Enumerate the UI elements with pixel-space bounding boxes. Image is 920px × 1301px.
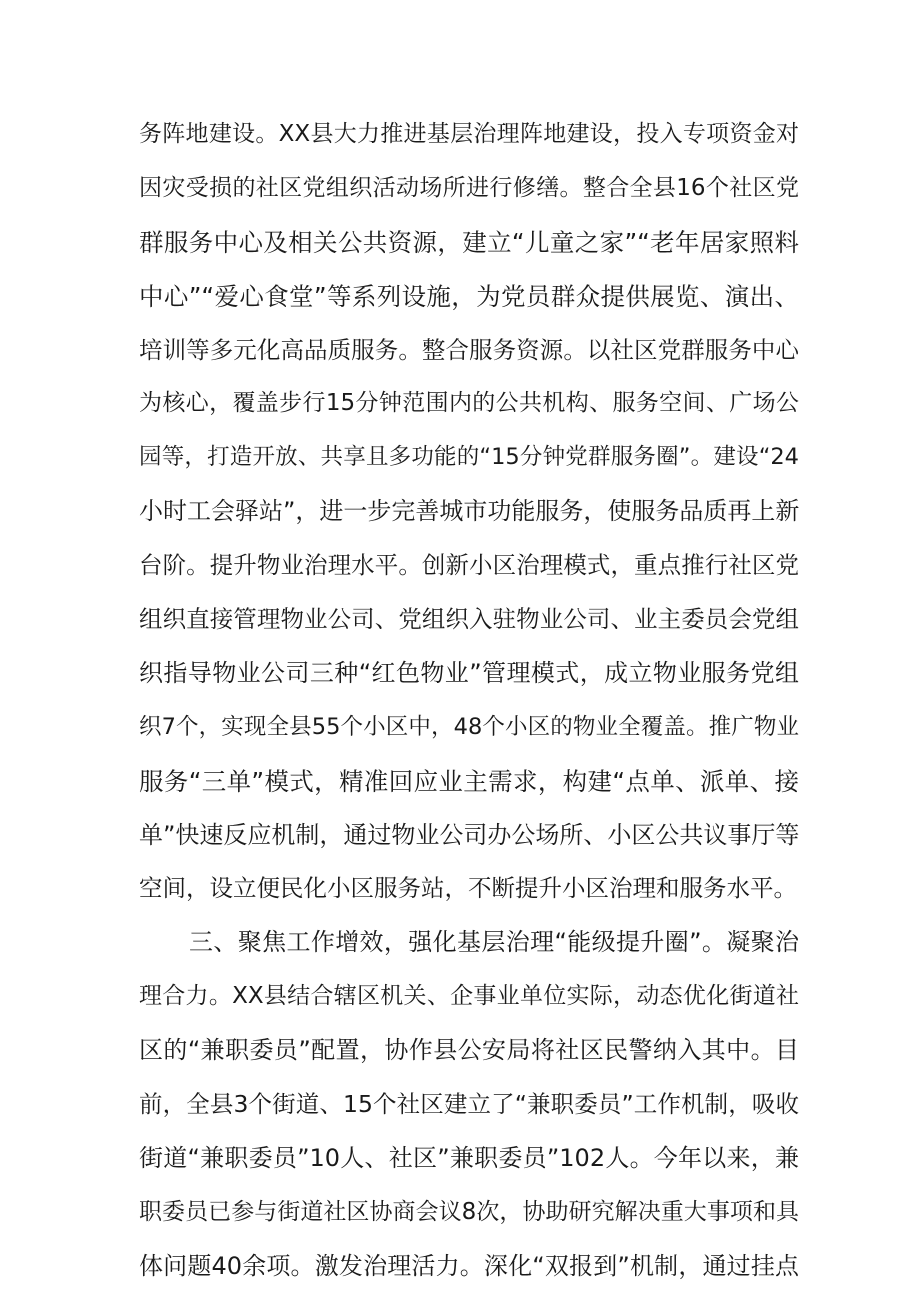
text-line: 织指导物业公司三种“红色物业”管理模式，成立物业服务党组 — [139, 658, 799, 687]
text-line: 台阶。提升物业治理水平。创新小区治理模式，重点推行社区党 — [139, 551, 799, 580]
text-line: 服务“三单”模式，精准回应业主需求，构建“点单、派单、接 — [139, 766, 799, 796]
text-line: 单”快速反应机制，通过物业公司办公场所、小区公共议事厅等 — [139, 820, 800, 849]
text-line: 职委员已参与街道社区协商会议8次，协助研究解决重大事项和具 — [139, 1198, 799, 1225]
text-line: 理合力。XX县结合辖区机关、企事业单位实际，动态优化街道社 — [139, 983, 799, 1010]
text-line: 前，全县3个街道、15个社区建立了“兼职委员”工作机制，吸收 — [139, 1090, 799, 1119]
text-line: 织7个，实现全县55个小区中，48个小区的物业全覆盖。推广物业 — [139, 713, 799, 740]
text-line: 务阵地建设。XX县大力推进基层治理阵地建设，投入专项资金对 — [139, 121, 799, 147]
text-line: 群服务中心及相关公共资源，建立“儿童之家”“老年居家照料 — [139, 227, 799, 257]
text-line: 培训等多元化高品质服务。整合服务资源。以社区党群服务中心 — [139, 335, 799, 364]
text-line: 中心”“爱心食堂”等系列设施，为党员群众提供展览、演出、 — [139, 281, 799, 311]
text-line: 体问题40余项。激发治理活力。深化“双报到”机制，通过挂点 — [139, 1251, 799, 1280]
document-body — [139, 108, 799, 1294]
text-line: 小时工会驿站”，进一步完善城市功能服务，使服务品质再上新 — [139, 497, 800, 526]
text-line: 因灾受损的社区党组织活动场所进行修缮。整合全县16个社区党 — [139, 174, 799, 201]
section-heading-line: 三、聚焦工作增效，强化基层治理“能级提升圈”。凝聚治 — [189, 928, 799, 957]
text-line: 为核心，覆盖步行15分钟范围内的公共机构、服务空间、广场公 — [139, 390, 799, 417]
text-line: 组织直接管理物业公司、党组织入驻物业公司、业主委员会党组 — [139, 605, 799, 634]
text-line: 街道“兼职委员”10人、社区”兼职委员”102人。今年以来，兼 — [139, 1143, 799, 1172]
paragraph-end-line: 空间，设立便民化小区服务站，不断提升小区治理和服务水平。 — [139, 874, 797, 903]
text-line: 园等，打造开放、共享且多功能的“15分钟党群服务圈”。建设“24 — [139, 444, 799, 471]
text-line: 区的“兼职委员”配置，协作县公安局将社区民警纳入其中。目 — [139, 1036, 799, 1065]
